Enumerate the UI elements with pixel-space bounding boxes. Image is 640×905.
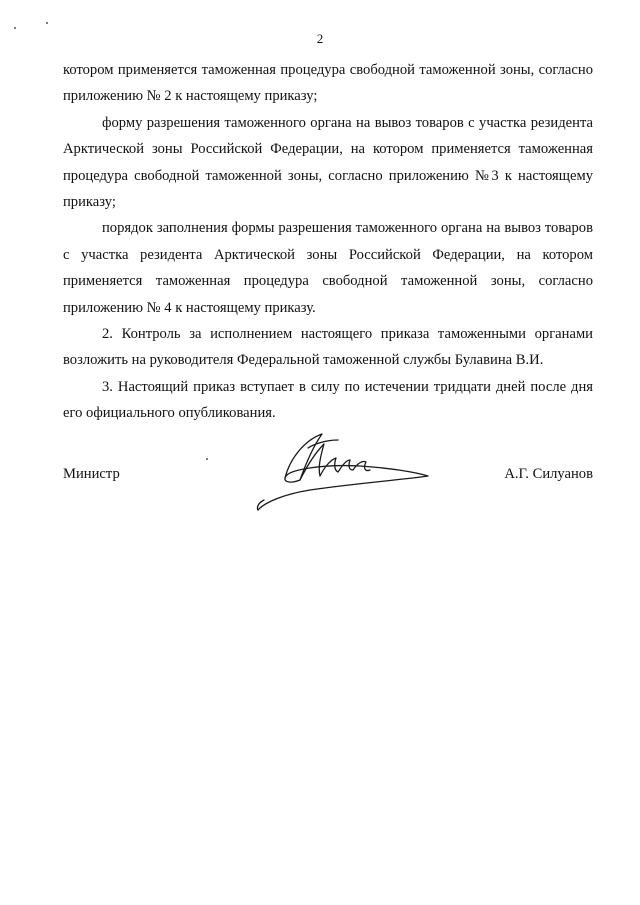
signature-block [63,466,593,490]
scan-speck [206,458,208,460]
paragraph: форму разрешения таможенного органа на вывоз товаров с участка резидента Арктической зоны Российской Федерации, на котором применяется таможенная процедура свободной таможенной зоны, согласно приложению №3 к настоящему приказу; [63,114,593,211]
document-body [63,57,593,427]
page-number: 2 [316,31,324,46]
signatory-name: А.Г. Силуанов [504,466,593,482]
scan-speck [46,22,48,24]
paragraph: порядок заполнения формы разрешения таможенного органа на вывоз товаров с участка резидента Арктической зоны Российской Федерации, на котором применяется таможенная процедура свободной таможенной зоны, согласно приложению № 4 к настоящему приказу. [63,220,593,316]
signatory-role: Министр [63,466,120,482]
paragraph: 2. Контроль за исполнением настоящего приказа таможенными органами возложить на руководителя Федеральной таможенной службы Булавина В.И. [63,326,593,369]
paragraph: 3. Настоящий приказ вступает в силу по истечении тридцати дней после дня его официального опубликования. [63,378,593,422]
paragraph: котором применяется таможенная процедура свободной таможенной зоны, согласно приложению № 2 к настоящему приказу; [63,62,593,105]
scan-speck [14,27,16,29]
